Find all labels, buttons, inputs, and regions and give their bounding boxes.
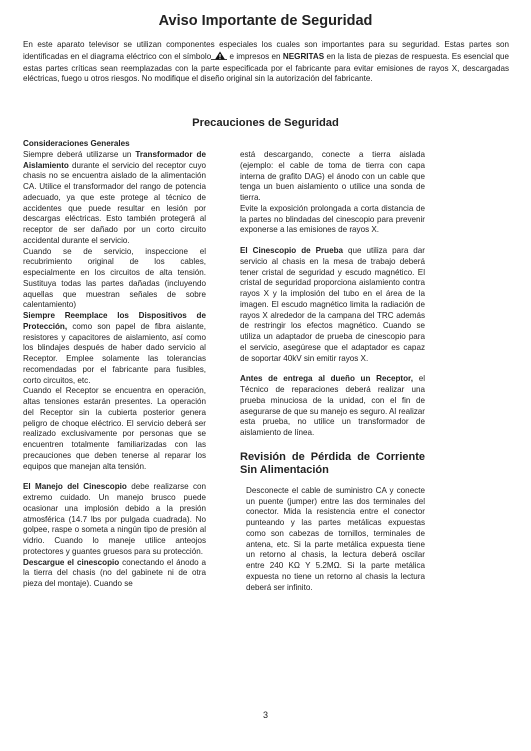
right-p3-bold: El Cinescopio de Prueba: [240, 246, 344, 255]
right-p3-rest: que utiliza para dar servicio al chasis en la mesa de trabajo deberá tener cristal de seguridad y escudo magnético. El cristal de seguridad proporciona aislamiento contra rayos X y la implosión del tubo en el área de la imagen. El escudo magnético limita la radiación de rayos X alrededor de la campana del TRC además de restringir los efectos magnético. Cuando se utiliza un adaptador de prueba de cinescopio para el servicio, asegúrese que el adaptador es capaz de soportar 40kV sin emitir rayos X.: [240, 246, 425, 363]
intro-bold: NEGRITAS: [282, 51, 325, 61]
section-title: Precauciones de Seguridad: [192, 117, 339, 129]
intro-text-1: En este aparato televisor se utilizan componentes especiales los cuales son importantes para su seguridad. Estas partes son identificadas en el diagrama eléctrico con el símbolo: [23, 40, 509, 61]
right-paragraph-1: está descargando, conecte a tierra aislada (ejemplo: el cable de toma de tierra con capa interna de grafito DAG) el ánodo con un cable que tenga un buen aislamiento o utilice una sonda de tierra.: [240, 150, 425, 202]
intro-text-2: e impresos en: [229, 51, 281, 61]
right-column: [240, 150, 425, 593]
right-paragraph-4: [240, 374, 425, 439]
general-heading: Consideraciones Generales: [23, 139, 130, 148]
warning-triangle-icon: [211, 51, 227, 64]
intro-paragraph: [23, 40, 509, 85]
left-paragraph-6: [23, 558, 206, 590]
left-paragraph-2: Cuando se de servicio, inspeccione el recubrimiento original de los cables, especialmente en los circuitos de alta tensión. Sustituya todas las partes dañadas (incluyendo aquellas que muestran señales de sobre calentamiento): [23, 246, 206, 310]
left-paragraph-4: Cuando el Receptor se encuentra en operación, altas tensiones estarán presentes. La operación del Receptor sin la cubierta posterior genera peligro de choque eléctrico. El servicio deberá ser realizado exclusivamente por personas que se encuentren totalmente familiarizadas con las precauciones que deben tenerse al reparar los equipos que manejan alta tensión.: [23, 386, 206, 471]
left-p3-rest: como son papel de fibra aislante, resistores y capacitores de aislamiento, así como los blindajes después de haber dado servicio al Receptor. Emplee solamente las tolerancias recomendadas por el fabricante para fusibles, corto circuitos, etc.: [23, 321, 206, 385]
left-p5-rest: debe realizarse con extremo cuidado. Un manejo brusco puede ocasionar una implosión debido a la presión atmosférica (14.7 lbs por pulgada cuadrada). No golpee, raspe o someta a ningún tipo de presión al vidrio. Cuando lo maneje utilice anteojos protectores y guantes gruesos para su protección.: [23, 482, 207, 556]
left-p5-bold: El Manejo del Cinescopio: [23, 482, 127, 492]
page-number: 3: [262, 710, 268, 720]
left-paragraph-5: [23, 482, 206, 557]
leakage-heading: Revisión de Pérdida de Corriente Sin Alimentación: [240, 450, 425, 476]
right-p4-rest: el Técnico de reparaciones deberá realizar una prueba minuciosa de la unidad, con el fin de asegurarse de que su manejo es seguro. Al realizar esta prueba, no utilice un transformador de aislamiento de línea.: [240, 374, 426, 437]
left-p1-bold: Transformador de Aislamiento: [23, 149, 206, 170]
left-p3-bold: Siempre Reemplace los Dispositivos de Protección,: [23, 311, 206, 331]
left-p6-bold: Descargue el cinescopio: [23, 557, 120, 567]
right-p4-bold: Antes de entrega al dueño un Receptor,: [240, 374, 414, 384]
right-paragraph-3: [240, 246, 425, 364]
intro-text-3: en la lista de piezas de respuesta. Es esencial que estas partes críticas sean reemplazadas con la parte especificada por el fabricante para evitar emisiones de rayos X, descargadas eléctricas, fuego u otros riesgos. No modifique el diseño original sin la autorización del fabricante.: [23, 51, 510, 84]
left-paragraph-3: [23, 311, 206, 386]
right-paragraph-5: Desconecte el cable de suministro CA y conecte un puente (jumper) entre las dos terminales del conector. Mida la resistencia entre el conector punteando y las partes metálicas expuestas como son cabezas de tornillos, terminales de antena, etc. Si la parte metálica expuesta tiene un retorno al chasis, la lectura deberá oscilar entre 240 KΩ Y 5.2MΩ. Si la parte metálica expuesta no tiene un retorno al chasis la lectura deberá ser infinito.: [246, 485, 425, 592]
page-title: Aviso Importante de Seguridad: [158, 13, 373, 29]
right-paragraph-2: Evite la exposición prolongada a corta distancia de la partes no blindadas del cinescopio para prevenir exponerse a las emisiones de rayos X.: [240, 203, 425, 235]
left-p1-lead: Siempre deberá utilizarse un: [23, 149, 132, 159]
left-p6-rest: conectando el ánodo a la tierra del chasis (no del gabinete ni de otra pieza del montaje). Cuando se: [23, 557, 207, 588]
left-paragraph-1: [23, 150, 206, 247]
left-p1-rest: durante el servicio del receptor cuyo chasis no se encuentra aislado de la alimentación CA. Utilice el transformador del rango de potencia adecuado, ya que este protege al técnico de accidentes que puede resultar en lesión por descargas eléctricas. Esto también protegerá al receptor de ser dañado por un corto circuito accidental durante el servicio.: [23, 160, 206, 245]
left-column: [23, 139, 206, 590]
